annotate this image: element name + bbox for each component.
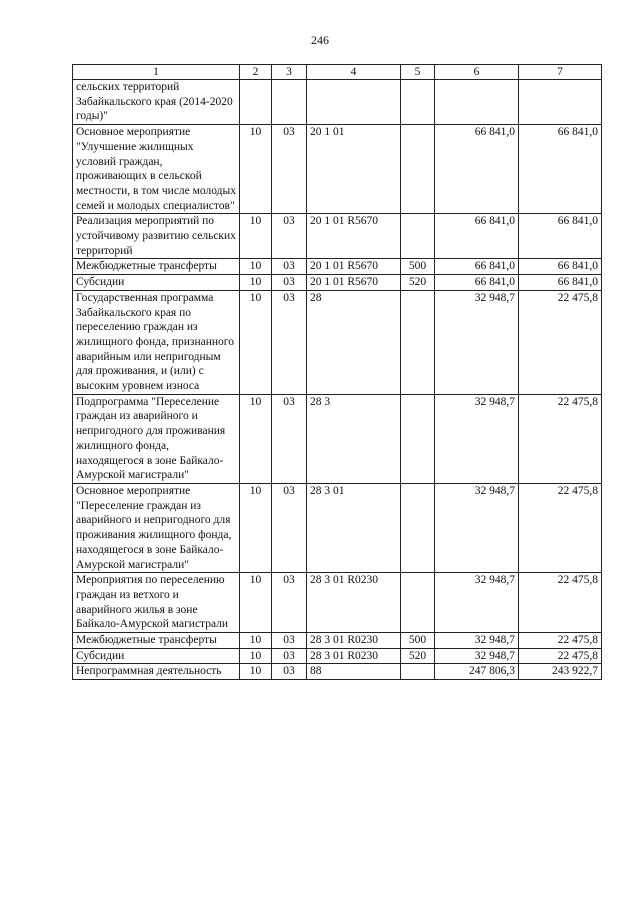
target-article-code: 28 3 01	[307, 483, 401, 572]
table-row	[73, 125, 602, 214]
amount-col7: 66 841,0	[519, 259, 602, 275]
expense-type-code: 520	[401, 275, 435, 291]
expense-type-code	[401, 125, 435, 214]
row-name: Непрограммная деятельность	[73, 664, 240, 680]
page-number: 246	[311, 33, 329, 47]
table-row	[73, 275, 602, 291]
row-name: Основное мероприятие "Улучшение жилищных условий граждан, проживающих в сельской местности, в том числе молодых семей и молодых специалистов"	[73, 125, 240, 214]
section-code: 10	[240, 275, 272, 291]
amount-col7: 66 841,0	[519, 125, 602, 214]
row-name: Межбюджетные трансферты	[73, 633, 240, 649]
amount-col6: 66 841,0	[435, 125, 519, 214]
target-article-code: 28 3	[307, 394, 401, 483]
expense-type-code: 520	[401, 648, 435, 664]
amount-col7: 22 475,8	[519, 394, 602, 483]
target-article-code: 20 1 01 R5670	[307, 214, 401, 259]
table-row	[73, 214, 602, 259]
section-code: 10	[240, 290, 272, 394]
expense-type-code	[401, 214, 435, 259]
column-number-row	[73, 65, 602, 80]
amount-col7: 22 475,8	[519, 573, 602, 633]
subsection-code: 03	[272, 648, 307, 664]
expense-type-code	[401, 80, 435, 125]
table-row	[73, 394, 602, 483]
expense-type-code: 500	[401, 633, 435, 649]
row-name: Субсидии	[73, 648, 240, 664]
subsection-code: 03	[272, 573, 307, 633]
column-header: 4	[307, 65, 401, 80]
expense-type-code: 500	[401, 259, 435, 275]
amount-col6: 66 841,0	[435, 275, 519, 291]
amount-col6: 66 841,0	[435, 214, 519, 259]
section-code: 10	[240, 664, 272, 680]
section-code: 10	[240, 125, 272, 214]
column-header: 1	[73, 65, 240, 80]
amount-col7: 22 475,8	[519, 648, 602, 664]
subsection-code: 03	[272, 290, 307, 394]
amount-col6: 32 948,7	[435, 394, 519, 483]
row-name: Межбюджетные трансферты	[73, 259, 240, 275]
subsection-code: 03	[272, 214, 307, 259]
amount-col6: 32 948,7	[435, 648, 519, 664]
table-row	[73, 633, 602, 649]
amount-col6: 66 841,0	[435, 259, 519, 275]
amount-col7: 22 475,8	[519, 633, 602, 649]
row-name: Реализация мероприятий по устойчивому развитию сельских территорий	[73, 214, 240, 259]
subsection-code: 03	[272, 483, 307, 572]
budget-table	[72, 64, 602, 680]
subsection-code	[272, 80, 307, 125]
amount-col6	[435, 80, 519, 125]
amount-col7	[519, 80, 602, 125]
target-article-code: 28 3 01 R0230	[307, 648, 401, 664]
amount-col7: 22 475,8	[519, 483, 602, 572]
section-code: 10	[240, 259, 272, 275]
column-header: 5	[401, 65, 435, 80]
table-row	[73, 80, 602, 125]
subsection-code: 03	[272, 394, 307, 483]
column-header: 6	[435, 65, 519, 80]
amount-col7: 66 841,0	[519, 275, 602, 291]
subsection-code: 03	[272, 125, 307, 214]
table-row	[73, 664, 602, 680]
target-article-code: 28 3 01 R0230	[307, 633, 401, 649]
section-code: 10	[240, 483, 272, 572]
expense-type-code	[401, 664, 435, 680]
row-name: сельских территорий Забайкальского края (2014-2020 годы)"	[73, 80, 240, 125]
column-header: 7	[519, 65, 602, 80]
section-code: 10	[240, 648, 272, 664]
table-row	[73, 573, 602, 633]
row-name: Субсидии	[73, 275, 240, 291]
table-row	[73, 259, 602, 275]
section-code	[240, 80, 272, 125]
amount-col7: 66 841,0	[519, 214, 602, 259]
subsection-code: 03	[272, 664, 307, 680]
section-code: 10	[240, 214, 272, 259]
subsection-code: 03	[272, 275, 307, 291]
row-name: Основное мероприятие "Переселение граждан из аварийного и непригодного для проживания жилищного фонда, находящегося в зоне Байкало-Амурской магистрали"	[73, 483, 240, 572]
section-code: 10	[240, 573, 272, 633]
amount-col6: 32 948,7	[435, 573, 519, 633]
target-article-code	[307, 80, 401, 125]
section-code: 10	[240, 633, 272, 649]
amount-col6: 32 948,7	[435, 633, 519, 649]
row-name: Подпрограмма "Переселение граждан из аварийного и непригодного для проживания жилищного фонда, находящегося в зоне Байкало-Амурской магистрали"	[73, 394, 240, 483]
target-article-code: 28	[307, 290, 401, 394]
expense-type-code	[401, 573, 435, 633]
target-article-code: 28 3 01 R0230	[307, 573, 401, 633]
target-article-code: 20 1 01	[307, 125, 401, 214]
column-header: 2	[240, 65, 272, 80]
expense-type-code	[401, 394, 435, 483]
amount-col6: 32 948,7	[435, 290, 519, 394]
table-row	[73, 648, 602, 664]
amount-col7: 22 475,8	[519, 290, 602, 394]
subsection-code: 03	[272, 259, 307, 275]
expense-type-code	[401, 290, 435, 394]
target-article-code: 20 1 01 R5670	[307, 275, 401, 291]
row-name: Государственная программа Забайкальского края по переселению граждан из жилищного фонда, признанного аварийным или непригодным для проживания, и (или) с высоким уровнем износа	[73, 290, 240, 394]
target-article-code: 20 1 01 R5670	[307, 259, 401, 275]
expense-type-code	[401, 483, 435, 572]
column-header: 3	[272, 65, 307, 80]
row-name: Мероприятия по переселению граждан из ветхого и аварийного жилья в зоне Байкало-Амурской магистрали	[73, 573, 240, 633]
amount-col6: 32 948,7	[435, 483, 519, 572]
target-article-code: 88	[307, 664, 401, 680]
table-row	[73, 290, 602, 394]
subsection-code: 03	[272, 633, 307, 649]
amount-col7: 243 922,7	[519, 664, 602, 680]
table-row	[73, 483, 602, 572]
amount-col6: 247 806,3	[435, 664, 519, 680]
section-code: 10	[240, 394, 272, 483]
